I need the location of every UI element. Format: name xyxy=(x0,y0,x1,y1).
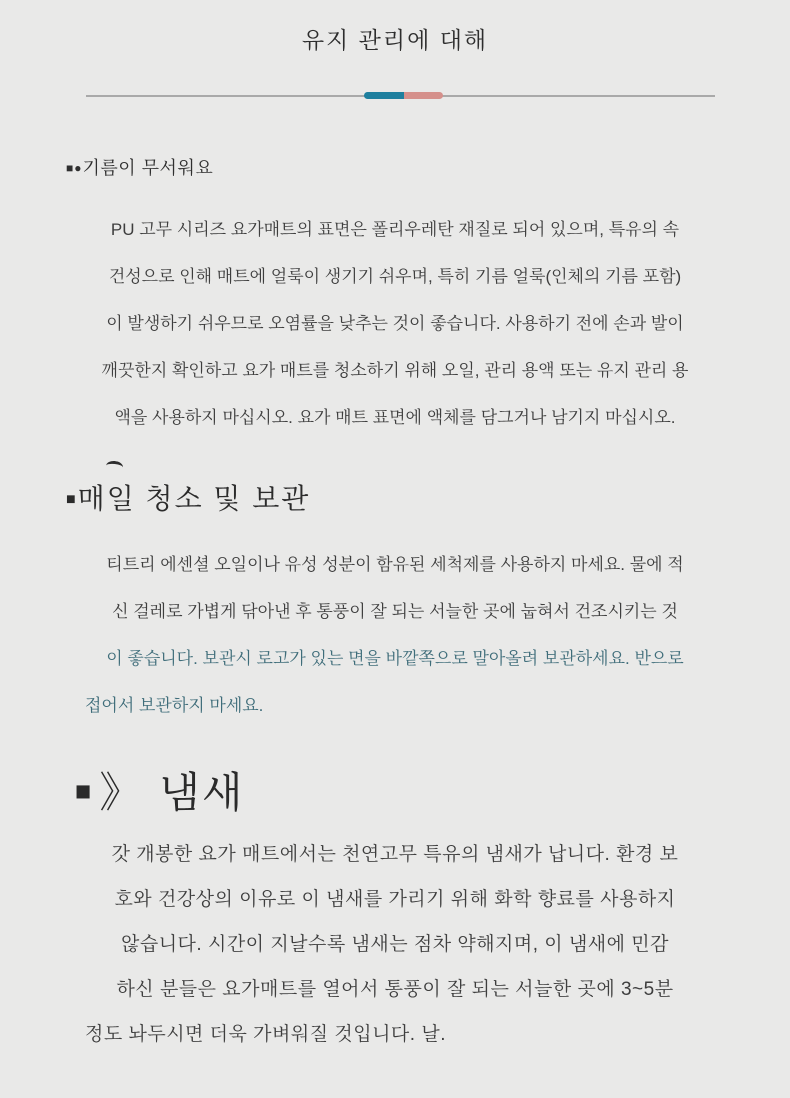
section-heading-cleaning xyxy=(66,477,310,517)
paragraph-line: 호와 건강상의 이유로 이 냄새를 가리기 위해 화학 향료를 사용하지 xyxy=(114,889,676,910)
paragraph-line: PU 고무 시리즈 요가매트의 표면은 폴리우레탄 재질로 되어 있으며, 특유의 속 xyxy=(110,220,680,239)
section-heading-smell xyxy=(75,760,244,820)
square-circle-bullet-icon: ■● xyxy=(66,161,83,175)
divider-accent-pink xyxy=(404,92,444,99)
paragraph-smell xyxy=(85,832,705,1057)
paragraph-line: 액을 사용하지 마십시오. 요가 매트 표면에 액체를 담그거나 남기지 마십시오. xyxy=(114,408,676,427)
paragraph-line: 않습니다. 시간이 지날수록 냄새는 점차 약해지며, 이 냄새에 민감 xyxy=(121,934,669,955)
paragraph-line: 이 발생하기 쉬우므로 오염률을 낮추는 것이 좋습니다. 사용하기 전에 손과 발이 xyxy=(106,314,684,333)
paragraph-line-accent: 이 좋습니다. 보관시 로고가 있는 면을 바깥쪽으로 말아올려 보관하세요. 반으로 xyxy=(106,649,684,668)
paragraph-line: 건성으로 인해 매트에 얼룩이 생기기 쉬우며, 특히 기름 얼룩(인체의 기름 포함) xyxy=(108,267,682,286)
stray-mark xyxy=(105,460,123,473)
square-bullet-icon: ■ xyxy=(66,491,78,508)
paragraph-line: 티트리 에센셜 오일이나 유성 성분이 함유된 세척제를 사용하지 마세요. 물에 적 xyxy=(106,555,684,574)
section-heading-oil xyxy=(66,154,213,180)
square-bullet-icon: ■ xyxy=(75,775,94,806)
section-heading-cleaning-label: 매일 청소 및 보관 xyxy=(77,483,311,514)
paragraph-line: 갓 개봉한 요가 매트에서는 천연고무 특유의 냄새가 납니다. 환경 보 xyxy=(111,844,679,865)
paragraph-line: 정도 놔두시면 더욱 가벼워질 것입니다. 날. xyxy=(85,1024,446,1045)
paragraph-line: 신 걸레로 가볍게 닦아낸 후 통풍이 잘 되는 서늘한 곳에 눕혀서 건조시키는 것 xyxy=(112,602,678,621)
section-heading-smell-label: 냄새 xyxy=(159,769,245,816)
chevron-icon: 》 xyxy=(99,769,144,816)
divider-accent-teal xyxy=(364,92,404,99)
paragraph-oil xyxy=(85,206,705,441)
paragraph-line: 하신 분들은 요가매트를 열어서 통풍이 잘 되는 서늘한 곳에 3~5분 xyxy=(116,979,674,1000)
divider-accent xyxy=(364,92,443,99)
paragraph-cleaning xyxy=(85,541,705,729)
page-title: 유지 관리에 대해 xyxy=(301,27,489,53)
section-heading-oil-label: 기름이 무서워요 xyxy=(82,158,214,178)
paragraph-line: 깨끗한지 확인하고 요가 매트를 청소하기 위해 오일, 관리 용액 또는 유지 관리 용 xyxy=(101,361,689,380)
paragraph-line-accent: 접어서 보관하지 마세요. xyxy=(85,696,264,715)
